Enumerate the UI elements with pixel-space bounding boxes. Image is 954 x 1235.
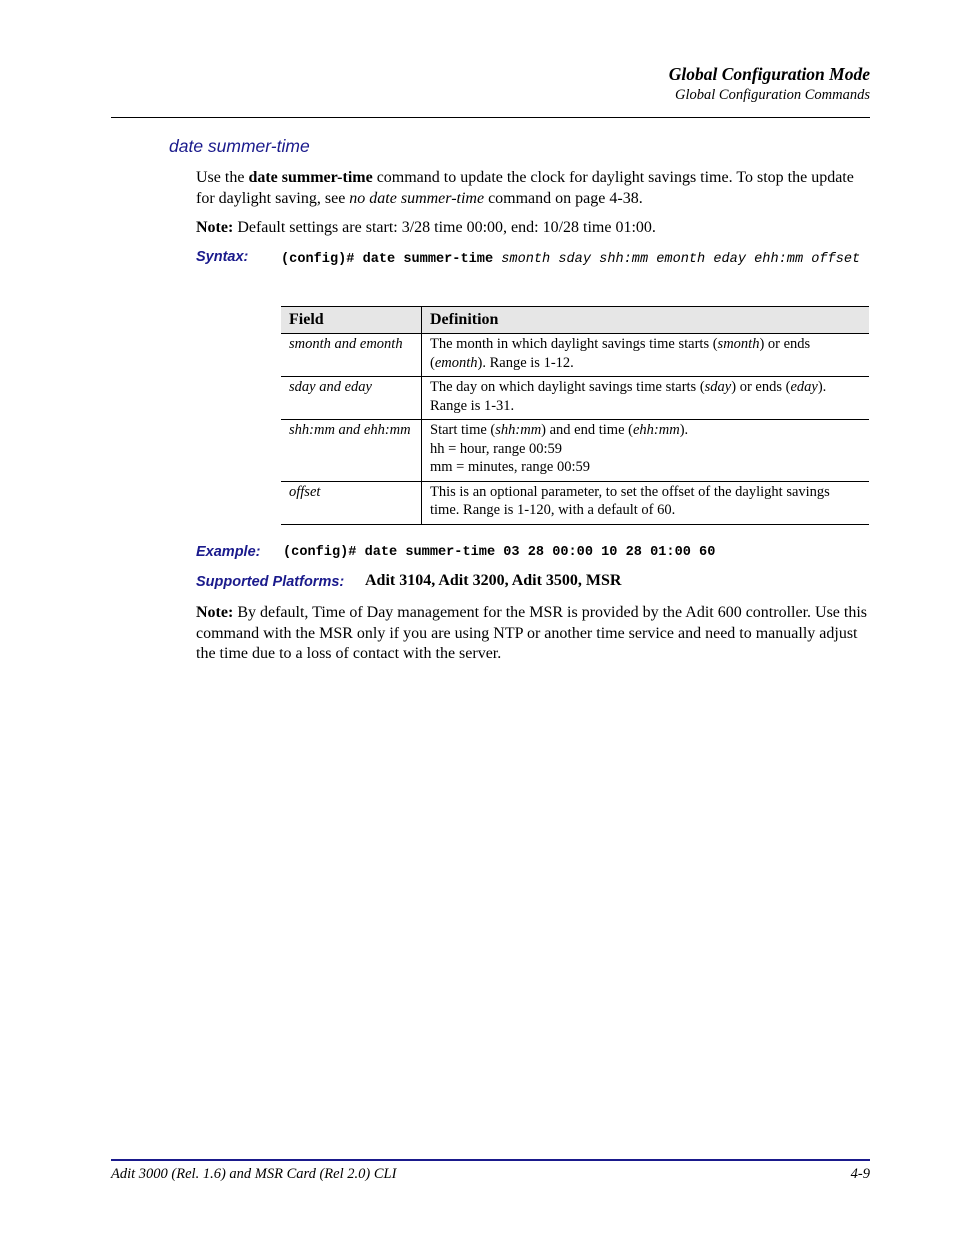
header-field: Field xyxy=(281,307,422,334)
platforms-value: Adit 3104, Adit 3200, Adit 3500, MSR xyxy=(365,572,622,589)
footer-doc-title: Adit 3000 (Rel. 1.6) and MSR Card (Rel 2.0) CLI xyxy=(111,1166,397,1182)
note-default-settings: Note: Default settings are start: 3/28 time 00:00, end: 10/28 time 01:00. xyxy=(196,219,656,236)
intro-paragraph: Use the date summer-time command to update the clock for daylight savings time. To stop the update for daylight saving, see no date summer-time command on page 4-38. xyxy=(196,169,854,207)
syntax-label: Syntax: xyxy=(196,249,249,265)
example-command: (config)# date summer-time 03 28 00:00 10 28 01:00 60 xyxy=(283,545,716,560)
field-cell: shh:mm and ehh:mm xyxy=(281,420,422,482)
definition-cell: The day on which daylight savings time starts (sday) or ends (eday). Range is 1-31. xyxy=(422,377,870,420)
definition-table xyxy=(281,306,869,525)
table-row xyxy=(281,377,869,420)
footer-page-number: 4-9 xyxy=(850,1166,870,1182)
field-cell: smonth and emonth xyxy=(281,334,422,377)
table-row xyxy=(281,334,869,377)
table-row xyxy=(281,420,869,482)
table-row xyxy=(281,481,869,524)
header-rule xyxy=(111,117,870,118)
page-header-title: Global Configuration Mode xyxy=(668,64,870,84)
platforms-label: Supported Platforms: xyxy=(196,574,345,590)
definition-cell: The month in which daylight savings time starts (smonth) or ends (emonth). Range is 1-12. xyxy=(422,334,870,377)
example-label: Example: xyxy=(196,544,261,560)
note-msr: Note: By default, Time of Day management for the MSR is provided by the Adit 600 controller. Use this command with the MSR only if you are using NTP or another time service and need to manually adjust the time due to a loss of contact with the server. xyxy=(196,604,868,662)
page-header-subtitle: Global Configuration Commands xyxy=(675,87,870,103)
footer-rule xyxy=(111,1159,870,1161)
definition-cell: This is an optional parameter, to set the offset of the daylight savings time. Range is 1-120, with a default of 60. xyxy=(422,481,870,524)
section-title: date summer-time xyxy=(169,136,310,156)
table-header-row xyxy=(281,307,869,334)
field-cell: offset xyxy=(281,481,422,524)
header-definition: Definition xyxy=(422,307,870,334)
field-cell: sday and eday xyxy=(281,377,422,420)
syntax-command: (config)# date summer-time smonth sday shh:mm emonth eday ehh:mm offset xyxy=(281,252,861,267)
definition-cell: Start time (shh:mm) and end time (ehh:mm). hh = hour, range 00:59 mm = minutes, range 00:59 xyxy=(422,420,870,482)
